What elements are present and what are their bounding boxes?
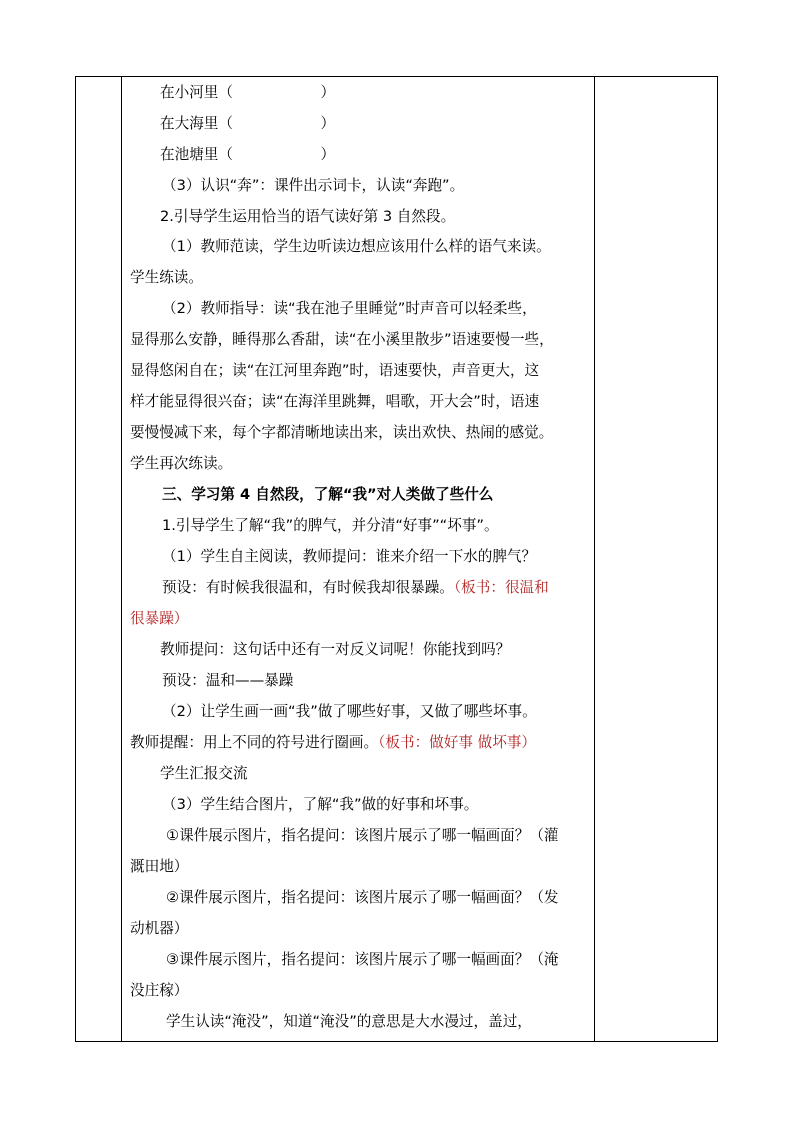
section-heading: 三、学习第 4 自然段，了解“我”对人类做了些什么	[162, 486, 494, 503]
board-note: 很暴躁）	[130, 610, 189, 627]
text-line: 显得那么安静，睡得那么香甜，读“在小溪里散步”语速要慢一些，	[130, 331, 554, 348]
text-line: 动机器）	[130, 920, 189, 937]
column-divider-right	[594, 77, 595, 1041]
text-line: （2）让学生画一画“我”做了哪些好事，又做了哪些坏事。	[162, 703, 537, 720]
text-line: 样才能显得很兴奋；读“在海洋里跳舞，唱歌，开大会”时，语速	[130, 393, 540, 410]
text-line: ③课件展示图片，指名提问：该图片展示了哪一幅画面？（淹	[166, 951, 559, 968]
text-line: 教师提醒：用上不同的符号进行圈画。（板书：做好事 做坏事）	[130, 734, 536, 751]
text-line: （3）认识“奔”：课件出示词卡，认读“奔跑”。	[162, 177, 465, 194]
text-line: 显得悠闲自在；读“在江河里奔跑”时，语速要快，声音更大，这	[130, 362, 540, 379]
text-line: 学生再次练读。	[130, 455, 233, 472]
text-line: （3）学生结合图片，了解“我”做的好事和坏事。	[162, 796, 479, 813]
text-line: 预设：有时候我很温和，有时候我却很暴躁。（板书：很温和	[162, 579, 549, 596]
text-line: （1）学生自主阅读，教师提问：谁来介绍一下水的脾气？	[162, 548, 537, 565]
text-line: （2）教师指导：读“我在池子里睡觉”时声音可以轻柔些，	[162, 300, 537, 317]
text-line: （1）教师范读，学生边听读边想应该用什么样的语气来读。	[162, 238, 551, 255]
text-line: ①课件展示图片，指名提问：该图片展示了哪一幅画面？（灌	[166, 827, 559, 844]
text-line: ②课件展示图片，指名提问：该图片展示了哪一幅画面？（发	[166, 889, 559, 906]
board-note: （板书：很温和	[453, 579, 549, 596]
text-line: 在池塘里（ ）	[160, 146, 336, 163]
text-line: 溉田地）	[130, 858, 189, 875]
text-line: 在大海里（ ）	[160, 115, 336, 132]
text-line: 学生汇报交流	[160, 765, 248, 782]
text-line: 没庄稼）	[130, 982, 189, 999]
text-line: 1.引导学生了解“我”的脾气，并分清“好事”“坏事”。	[162, 517, 499, 534]
text-line: 要慢慢减下来，每个字都清晰地读出来，读出欢快、热闹的感觉。	[130, 424, 554, 441]
text-line: 学生认读“淹没”，知道“淹没”的意思是大水漫过，盖过，	[166, 1013, 532, 1030]
text-line	[130, 609, 188, 629]
text-line: 在小河里（ ）	[160, 84, 336, 101]
text-line: 预设：温和——暴躁	[162, 672, 294, 689]
lesson-plan-table	[75, 76, 718, 1042]
text-line: 教师提问：这句话中还有一对反义词呢！你能找到吗？	[160, 641, 511, 658]
board-note: （板书：做好事 做坏事）	[378, 734, 536, 751]
text-line: 学生练读。	[130, 269, 203, 286]
lesson-content-cell	[122, 77, 594, 1041]
text-line: 2.引导学生运用恰当的语气读好第 3 自然段。	[160, 208, 456, 225]
